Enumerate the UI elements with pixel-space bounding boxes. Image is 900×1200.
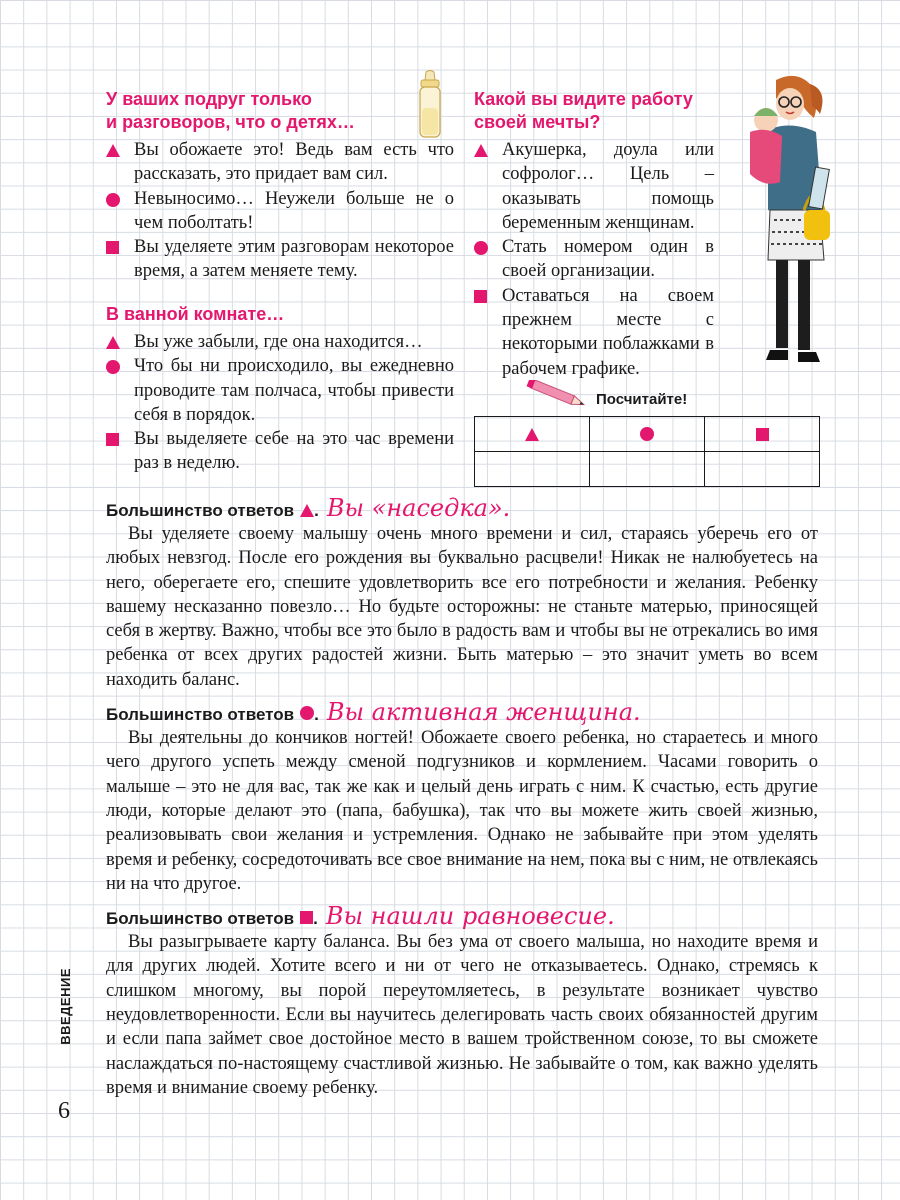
result-circle	[106, 698, 818, 896]
answer-circle: Стать номером один в своей организации.	[474, 235, 714, 284]
circle-icon	[106, 193, 120, 207]
question-3	[474, 88, 714, 381]
pencil-icon	[524, 380, 594, 408]
square-icon	[474, 290, 487, 303]
circle-icon	[300, 706, 314, 720]
result-text: Вы разыгрываете карту баланса. Вы без ума от своего малыша, но находите время и для других людей. Хотите всего и ни от чего не отказываетесь. Однако, стремясь к слишком многому, вы порой переутомляетесь, в результате возникает чувство неудовлетворенности. Если вы научитесь делегировать часть своих обязанностей другим и если папа займет свое достойное место в вашем тройственном союзе, то вы сможете наслаждаться по-настоящему счастливой жизнью. Не забывайте о том, как важно уделять время и внимание своему ребенку.	[106, 932, 818, 1098]
page-number: 6	[58, 1098, 70, 1124]
count-label: Посчитайте!	[596, 391, 688, 408]
results-section	[106, 494, 818, 1100]
question-2-title: В ванной комнате…	[106, 304, 285, 324]
table-row	[475, 452, 820, 487]
table-row	[475, 417, 820, 452]
triangle-icon	[300, 504, 314, 517]
result-title: Вы нашли равновесие.	[325, 902, 615, 931]
result-heading: Большинство ответов . Вы активная женщина.	[106, 698, 641, 727]
count-table	[474, 416, 820, 487]
answer-circle: Что бы ни происходило, вы ежедневно проводите там полчаса, чтобы привести себя в порядок.	[106, 354, 454, 427]
answer-triangle: Вы обожаете это! Ведь вам есть что рассказать, это придает вам сил.	[106, 138, 454, 187]
answer-triangle: Вы уже забыли, где она находится…	[106, 330, 454, 354]
result-triangle	[106, 494, 818, 692]
square-icon	[106, 241, 119, 254]
result-title: Вы «наседка».	[326, 494, 511, 522]
triangle-icon	[525, 428, 539, 441]
triangle-icon	[474, 144, 488, 157]
circle-icon	[640, 427, 654, 441]
square-icon	[300, 911, 313, 924]
table-cell-square	[705, 417, 820, 452]
mother-with-baby-illustration	[724, 70, 844, 370]
table-cell-circle-count[interactable]	[590, 452, 705, 487]
answer-square: Оставаться на своем прежнем месте с некоторыми поблажками в рабочем графике.	[474, 284, 714, 381]
question-1	[106, 88, 454, 284]
result-title: Вы активная женщина.	[326, 698, 641, 727]
baby-bottle-illustration	[412, 70, 448, 140]
result-text: Вы деятельны до кончиков ногтей! Обожаете своего ребенка, но стараетесь и много чего другого успеть между сменой подгузников и кормлением. Часами говорить о малыше – это не для вас, так же как и целый день играть с ним. К счастью, есть другие люди, которые делают это (папа, бабушка), так что вы можете жить своей жизнью, реализовывать свои желания и устремления. Однако не забывайте при этом уделять время и ребенку, сосредоточивать все свое внимание на нем, пока вы с ним, не отвлекаясь ни на что другое.	[106, 728, 818, 894]
circle-icon	[106, 360, 120, 374]
answer-square: Вы выделяете себе на это час времени раз в неделю.	[106, 427, 454, 476]
answer-triangle: Акушерка, доула или софролог… Цель – оказывать помощь беременным женщинам.	[474, 138, 714, 235]
answer-circle: Невыносимо… Неужели больше не о чем поболтать!	[106, 187, 454, 236]
triangle-icon	[106, 336, 120, 349]
square-icon	[106, 433, 119, 446]
result-square	[106, 902, 818, 1100]
table-cell-square-count[interactable]	[705, 452, 820, 487]
result-heading: Большинство ответов . Вы нашли равновесие.	[106, 902, 615, 931]
circle-icon	[474, 241, 488, 255]
table-cell-triangle-count[interactable]	[475, 452, 590, 487]
question-3-title: Какой вы видите работу своей мечты?	[474, 89, 693, 132]
result-heading: Большинство ответов . Вы «наседка».	[106, 494, 511, 522]
result-text: Вы уделяете своему малышу очень много времени и сил, стараясь уберечь его от любых невзгод. После его рождения вы буквально расцвели! Никак не налюбуетесь на него, оберегаете его, спешите удовлетворить все его потребности и желания. Ребенку вашему несказанно повезло… Но будьте осторожны: не станьте матерью, приносящей себя в жертву. Важно, чтобы все это было в радость вам и чтобы вы не отрекались во имя ребенка от всех других радостей жизни. Быть матерью – это значит уметь во всем находить баланс.	[106, 524, 818, 690]
table-cell-triangle	[475, 417, 590, 452]
square-icon	[756, 428, 769, 441]
table-cell-circle	[590, 417, 705, 452]
section-label: ВВЕДЕНИЕ	[58, 968, 73, 1045]
question-1-title: У ваших подруг только и разговоров, что о детях…	[106, 89, 355, 132]
question-2	[106, 303, 454, 476]
answer-square: Вы уделяете этим разговорам некоторое время, а затем меняете тему.	[106, 235, 454, 284]
triangle-icon	[106, 144, 120, 157]
